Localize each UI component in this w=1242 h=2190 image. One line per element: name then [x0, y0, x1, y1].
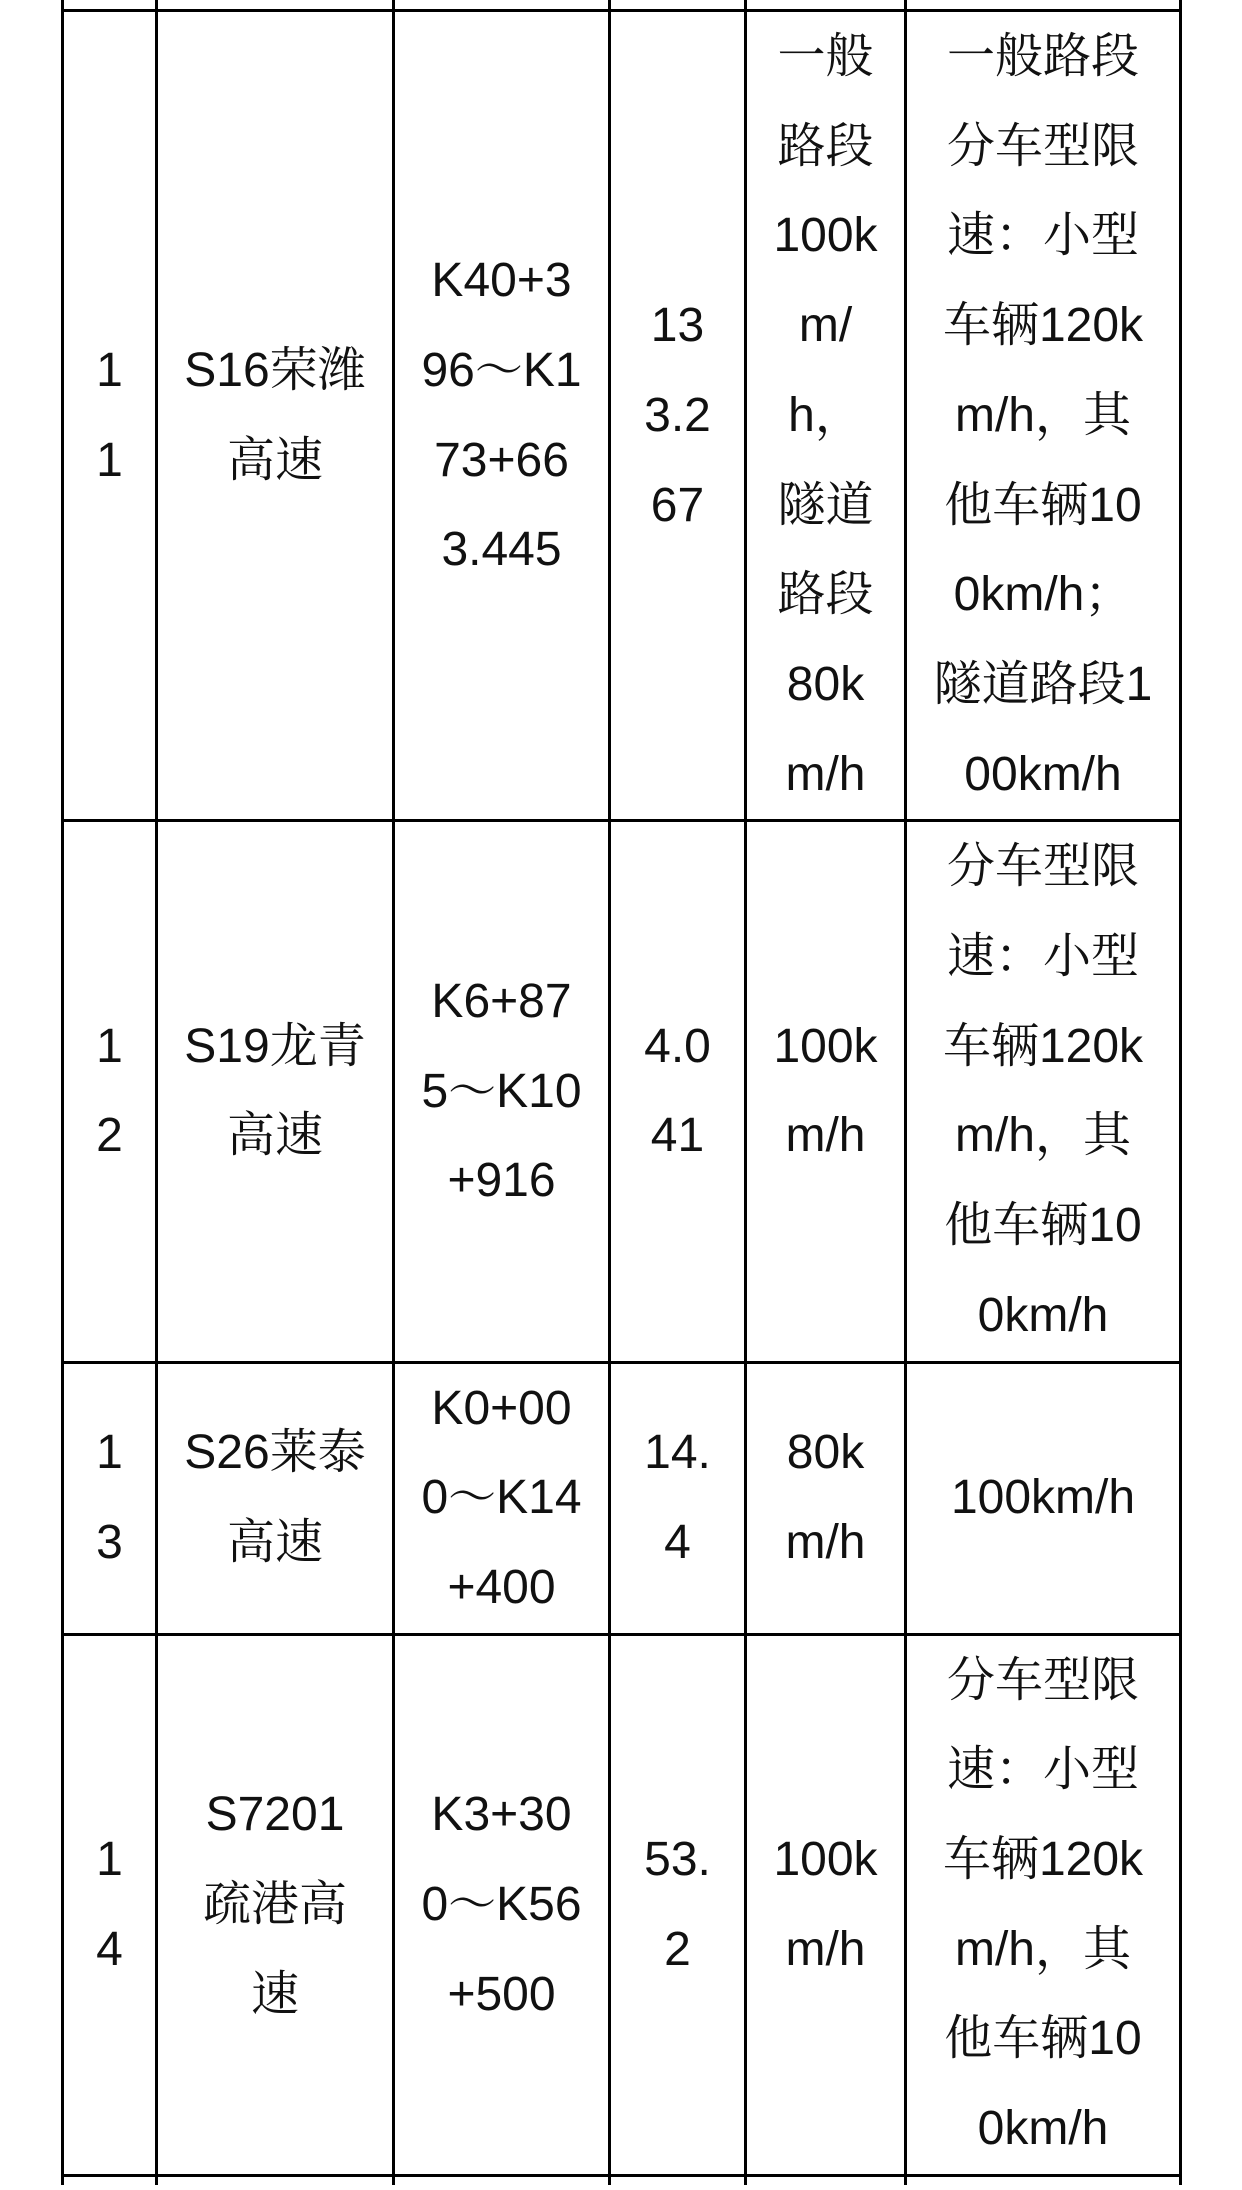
speed-limit-table [61, 0, 1182, 2185]
cell-text-line: K0+00 [431, 1381, 572, 1435]
cell-new-speed-limit [906, 1362, 1181, 1634]
cell-text-line: S19龙青 [184, 1019, 366, 1073]
table-row [63, 11, 1181, 821]
cell-road-name-text [158, 1408, 392, 1587]
cell-text-line: 1 [96, 1426, 123, 1480]
cell-text-line: 1 [96, 1019, 123, 1073]
table-cell-empty [610, 2175, 746, 2185]
table-cell-empty [906, 0, 1181, 11]
cell-text-line: 速：小型 [946, 930, 1139, 984]
cell-text-line: 他车辆10 [944, 1199, 1142, 1253]
cell-new-speed-limit [906, 1634, 1181, 2175]
cell-number [63, 11, 157, 821]
cell-text-line: m/h [785, 1922, 866, 1976]
cell-new-speed-limit [906, 821, 1181, 1362]
cell-new-speed-limit-text [907, 12, 1179, 819]
cell-new-speed-limit-text [907, 822, 1179, 1360]
cell-length-text [611, 1408, 744, 1587]
cell-number [63, 1362, 157, 1634]
cell-stake-range [394, 1634, 610, 2175]
cell-text-line: 车辆120k [942, 299, 1144, 353]
cell-text-line: 0～K14 [421, 1471, 582, 1525]
table-cell-empty [746, 0, 906, 11]
cell-speed-limit [746, 821, 906, 1362]
cell-length [610, 11, 746, 821]
cell-text-line: S26莱泰 [184, 1426, 366, 1480]
cell-text-line: 4 [96, 1922, 123, 1976]
cell-road-name-text [158, 1002, 392, 1181]
cell-text-line: 0km/h [977, 2102, 1109, 2156]
cell-text-line: 14. [644, 1426, 711, 1480]
cell-text-line: 车辆120k [942, 1019, 1144, 1073]
table-row [63, 1634, 1181, 2175]
cell-text-line: 1 [96, 343, 123, 397]
table-cell-empty [906, 2175, 1181, 2185]
cell-text-line: 100k [773, 1833, 878, 1887]
cell-speed-limit-text [747, 1815, 904, 1994]
table-cell-empty [157, 2175, 394, 2185]
cell-speed-limit [746, 1634, 906, 2175]
cell-speed-limit-text [747, 1002, 904, 1181]
cell-speed-limit-text [747, 12, 904, 819]
cell-text-line: 4 [664, 1516, 691, 1570]
cell-text-line: 一般路段 [946, 30, 1139, 83]
cell-text-line: S16荣潍 [184, 343, 366, 397]
cell-text-line: 3.2 [644, 388, 711, 442]
cell-text-line: 路段 [777, 568, 874, 622]
cell-new-speed-limit-text [907, 1453, 1179, 1543]
cell-text-line: +916 [447, 1154, 556, 1208]
table-cell-empty [63, 2175, 157, 2185]
table-cell-empty [610, 0, 746, 11]
cell-stake-range-text [395, 957, 608, 1226]
cell-text-line: m/h，其 [954, 1109, 1132, 1163]
cell-road-name [157, 1634, 394, 2175]
cell-text-line: 他车辆10 [944, 478, 1142, 532]
cell-text-line: 0km/h [977, 1288, 1109, 1342]
cell-text-line: m/h [785, 747, 866, 801]
cell-road-name [157, 821, 394, 1362]
cell-length [610, 1634, 746, 2175]
cell-text-line: 高速 [226, 1109, 323, 1163]
cell-text-line: 他车辆10 [944, 2012, 1142, 2066]
cell-stake-range [394, 821, 610, 1362]
cell-text-line: 4.0 [644, 1019, 711, 1073]
cell-text-line: 隧道 [777, 478, 874, 532]
cell-text-line: 73+66 [434, 433, 569, 487]
cell-text-line: 67 [650, 478, 705, 532]
cell-text-line: K3+30 [431, 1788, 572, 1842]
cell-new-speed-limit-text [907, 1636, 1179, 2174]
table-row [63, 1362, 1181, 1634]
cell-length-text [611, 281, 744, 550]
table-cell-empty [157, 0, 394, 11]
cell-length [610, 1362, 746, 1634]
cell-number-text [64, 326, 155, 505]
cell-text-line: m/h，其 [954, 388, 1132, 442]
cell-text-line: K6+87 [431, 974, 572, 1028]
cell-number-text [64, 1002, 155, 1181]
cell-text-line: 车辆120k [942, 1833, 1144, 1887]
cell-number [63, 821, 157, 1362]
cell-text-line: 5～K10 [421, 1064, 582, 1118]
table-cell-empty [63, 0, 157, 11]
cell-text-line: 00km/h [964, 747, 1122, 801]
cell-stake-range-text [395, 1770, 608, 2039]
cell-text-line: 高速 [226, 433, 323, 487]
cell-text-line: 一般 [777, 30, 874, 83]
cell-stake-range [394, 1362, 610, 1634]
cell-text-line: S7201 [205, 1788, 345, 1842]
cell-text-line: 分车型限 [946, 119, 1139, 173]
cell-number-text [64, 1815, 155, 1994]
cell-road-name-text [158, 1770, 392, 2039]
cell-text-line: 96～K1 [421, 343, 582, 397]
cell-text-line: 3.445 [441, 523, 562, 577]
cell-text-line: K40+3 [431, 254, 572, 308]
cell-text-line: m/h [785, 1516, 866, 1570]
cell-text-line: 13 [650, 299, 705, 353]
cell-stake-range-text [395, 1364, 608, 1633]
cell-stake-range [394, 11, 610, 821]
cell-text-line: +500 [447, 1967, 556, 2021]
cell-number [63, 1634, 157, 2175]
cell-length-text [611, 1815, 744, 1994]
cell-text-line: 0～K56 [421, 1877, 582, 1931]
table-cell-empty [394, 2175, 610, 2185]
cell-text-line: 1 [96, 433, 123, 487]
cell-text-line: 高速 [226, 1516, 323, 1570]
cell-new-speed-limit [906, 11, 1181, 821]
cell-text-line: m/h，其 [954, 1922, 1132, 1976]
cell-text-line: 80k [786, 1426, 865, 1480]
cell-text-line: 分车型限 [946, 1653, 1139, 1707]
cell-text-line: 100km/h [950, 1471, 1136, 1525]
cell-text-line: 速 [250, 1967, 299, 2021]
cell-text-line: +400 [447, 1560, 556, 1614]
table-cell-empty [394, 0, 610, 11]
cell-text-line: 速：小型 [946, 1743, 1139, 1797]
cell-number-text [64, 1408, 155, 1587]
cell-road-name [157, 1362, 394, 1634]
cell-text-line: 41 [650, 1109, 705, 1163]
table-row-partial [63, 2175, 1181, 2185]
table-cell-empty [746, 2175, 906, 2185]
cell-text-line: 0km/h； [953, 568, 1133, 622]
cell-length [610, 821, 746, 1362]
cell-text-line: 隧道路段1 [933, 657, 1153, 711]
cell-road-name [157, 11, 394, 821]
cell-speed-limit [746, 11, 906, 821]
cell-speed-limit-text [747, 1408, 904, 1587]
cell-text-line: 53. [644, 1833, 711, 1887]
cell-text-line: 100k [773, 209, 878, 263]
table-row-partial [63, 0, 1181, 11]
cell-text-line: 2 [664, 1922, 691, 1976]
cell-text-line: 2 [96, 1109, 123, 1163]
cell-text-line: 3 [96, 1516, 123, 1570]
cell-text-line: 100k [773, 1019, 878, 1073]
cell-text-line: 速：小型 [946, 209, 1139, 263]
table-row [63, 821, 1181, 1362]
cell-text-line: m/ [798, 299, 853, 353]
cell-road-name-text [158, 326, 392, 505]
cell-text-line: 分车型限 [946, 840, 1139, 894]
cell-text-line: 疏港高 [202, 1877, 347, 1931]
cell-text-line: 1 [96, 1833, 123, 1887]
cell-stake-range-text [395, 236, 608, 595]
cell-text-line: h， [788, 388, 863, 442]
cell-text-line: 路段 [777, 119, 874, 173]
cell-speed-limit [746, 1362, 906, 1634]
cell-text-line: m/h [785, 1109, 866, 1163]
cell-length-text [611, 1002, 744, 1181]
cell-text-line: 80k [786, 657, 865, 711]
